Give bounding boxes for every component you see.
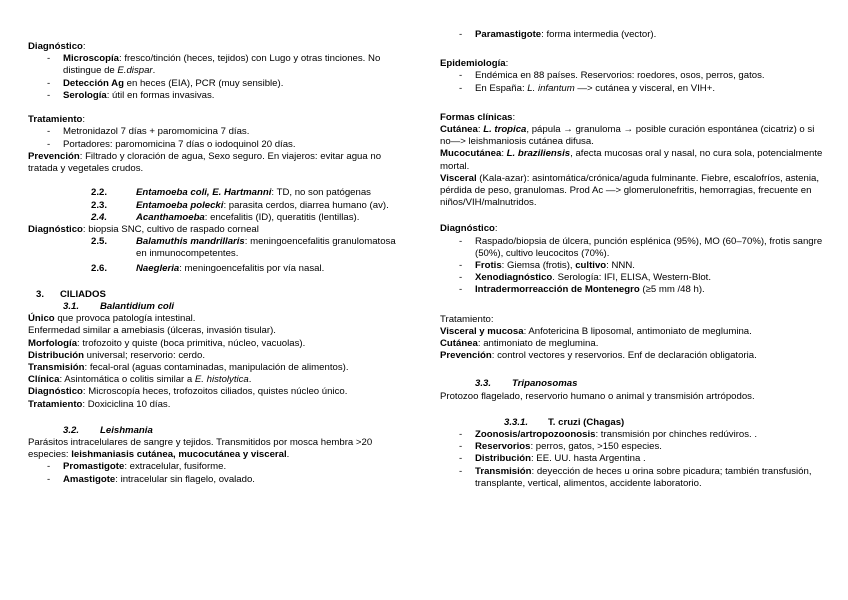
list-item: - Intradermorreacción de Montenegro (≥5 mm /48 h). — [459, 284, 705, 296]
diagnostico-heading: Diagnóstico: — [440, 223, 498, 235]
list-item: - Zoonosis/artropozoonosis: transmisión por chinches redúviros. . — [459, 429, 758, 441]
list-item: - Frotis: Giemsa (frotis), cultivo: NNN. — [459, 260, 635, 272]
list-item: - Reservorios: perros, gatos, >150 especies. — [459, 441, 662, 453]
clinica-line: Clínica: Asintomática o colitis similar a E. histolytica. — [28, 374, 252, 386]
formas-clinicas-heading: Formas clínicas: — [440, 111, 516, 123]
list-item: - Portadores: paromomicina 7 días o iodoquinol 20 días. — [47, 138, 296, 150]
cutanea-paragraph: Cutánea: L. tropica, pápula → granuloma → posible curación espontánea (cicatriz) o si no—> leishmaniosis cutánea difusa. — [440, 124, 815, 148]
tripanosomas-intro: Protozoo flagelado, reservorio humano o animal y transmisión artrópodos. — [440, 390, 755, 402]
list-item: - Paramastigote: forma intermedia (vector). — [459, 29, 657, 40]
list-item: - Endémica en 88 países. Reservorios: roedores, osos, perros, gatos. — [459, 70, 765, 82]
prevencion-line: Prevención: control vectores y reservorios. Enf de declaración obligatoria. — [440, 350, 757, 362]
distribucion-line: Distribución universal; reservorio: cerdo. — [28, 349, 206, 361]
list-item: - Microscopía: fresco/tinción (heces, tejidos) con Lugo y otras tinciones. No distingue de E.dispar. — [47, 53, 381, 77]
leishmania-intro: Parásitos intracelulares de sangre y tejidos. Transmitidos por mosca hembra >20 especies: leishmaniasis cutánea, mucocutánea y visceral. — [28, 437, 373, 461]
diagnostico-snc: Diagnóstico: biopsia SNC, cultivo de raspado corneal — [28, 224, 259, 236]
right-column — [440, 29, 825, 490]
list-item: - Serología: útil en formas invasivas. — [47, 89, 215, 101]
left-column — [28, 41, 408, 486]
list-item: - En España: L. infantum —> cutánea y visceral, en VIH+. — [459, 82, 715, 94]
ameba-item: 2.6. Naegleria: meningoencefalitis por vía nasal. — [91, 262, 325, 274]
subsection-heading-tripanosomas: 3.3. Tripanosomas — [475, 378, 578, 390]
list-item: - Amastigote: intracelular sin flagelo, ovalado. — [47, 473, 255, 485]
diagnostico-line: Diagnóstico: Microscopía heces, trofozoitos ciliados, quistes núcleo único. — [28, 386, 348, 398]
tratamiento-heading: Tratamiento: — [28, 114, 86, 126]
list-item: - Raspado/biopsia de úlcera, punción esplénica (95%), MO (60–70%), frotis sangre (50%), cultivo leucocitos (70%). — [459, 235, 823, 259]
ameba-item: 2.5. Balamuthis mandrillaris: meningoencefalitis granulomatosa en inmunocompetentes. — [91, 236, 396, 260]
epidemiologia-heading: Epidemiología: — [440, 58, 509, 70]
ameba-item: 2.4. Acanthamoeba: encefalitis (ID), queratitis (lentillas). — [91, 211, 360, 223]
list-item: - Detección Ag en heces (EIA), PCR (muy sensible). — [47, 77, 284, 89]
list-item: - Distribución: EE. UU. hasta Argentina . — [459, 453, 646, 465]
prevencion-paragraph: Prevención: Filtrado y cloración de agua, Sexo seguro. En viajeros: evitar agua no tratada y vegetales crudos. — [28, 150, 382, 175]
subsection-heading-cruzi: 3.3.1. T. cruzi (Chagas) — [504, 416, 625, 428]
ameba-item: 2.2. Entamoeba coli, E. Hartmanni: TD, no son patógenas — [91, 187, 371, 199]
subsection-heading-balantidium: 3.1. Balantidium coli — [63, 301, 175, 313]
tratamiento-line: Tratamiento: Doxiciclina 10 días. — [28, 398, 171, 410]
morfologia-line: Morfología: trofozoito y quiste (boca primitiva, núcleo, vacuolas). — [28, 337, 306, 349]
tratamiento-heading: Tratamiento: — [440, 313, 494, 325]
mucocutanea-paragraph: Mucocutánea: L. braziliensis, afecta mucosas oral y nasal, no cura sola, potencialmente mortal. — [440, 148, 823, 172]
list-item: - Promastigote: extracelular, fusiforme. — [47, 461, 227, 473]
ameba-item: 2.3. Entamoeba polecki: parasita cerdos, diarrea humano (av). — [91, 199, 389, 211]
visceral-mucosa-line: Visceral y mucosa: Anfotericina B liposomal, antimoniato de meglumina. — [440, 325, 752, 337]
diagnostico-heading: Diagnóstico: — [28, 41, 86, 52]
subsection-heading-leishmania: 3.2. Leishmania — [63, 424, 153, 436]
enfermedad-line: Enfermedad similar a amebiasis (úlceras, invasión tisular). — [28, 325, 276, 337]
list-item: - Metronidazol 7 días + paromomicina 7 días. — [47, 126, 250, 138]
cutanea-line: Cutánea: antimoniato de meglumina. — [440, 338, 599, 350]
unico-line: Único que provoca patología intestinal. — [28, 313, 196, 325]
list-item: - Transmisión: deyección de heces u orina sobre picadura; también transfusión, transplante, vertical, alimentos, accidente laboratorio. — [459, 465, 812, 489]
visceral-paragraph: Visceral (Kala-azar): asintomática/crónica/aguda fulminante. Fiebre, escalofríos, astenia, pérdida de peso, granulomas. Prod Ac —> glomerulonefritis, hemorragias, frecuente en niños/VIH/malnutridos. — [440, 172, 819, 209]
list-item: - Xenodiagnóstico. Serología: IFI, ELISA, Western-Blot. — [459, 272, 712, 284]
transmision-line: Transmisión: fecal-oral (aguas contaminadas, manipulación de alimentos). — [28, 362, 349, 374]
section-heading-ciliados: 3. CILIADOS — [36, 288, 106, 300]
